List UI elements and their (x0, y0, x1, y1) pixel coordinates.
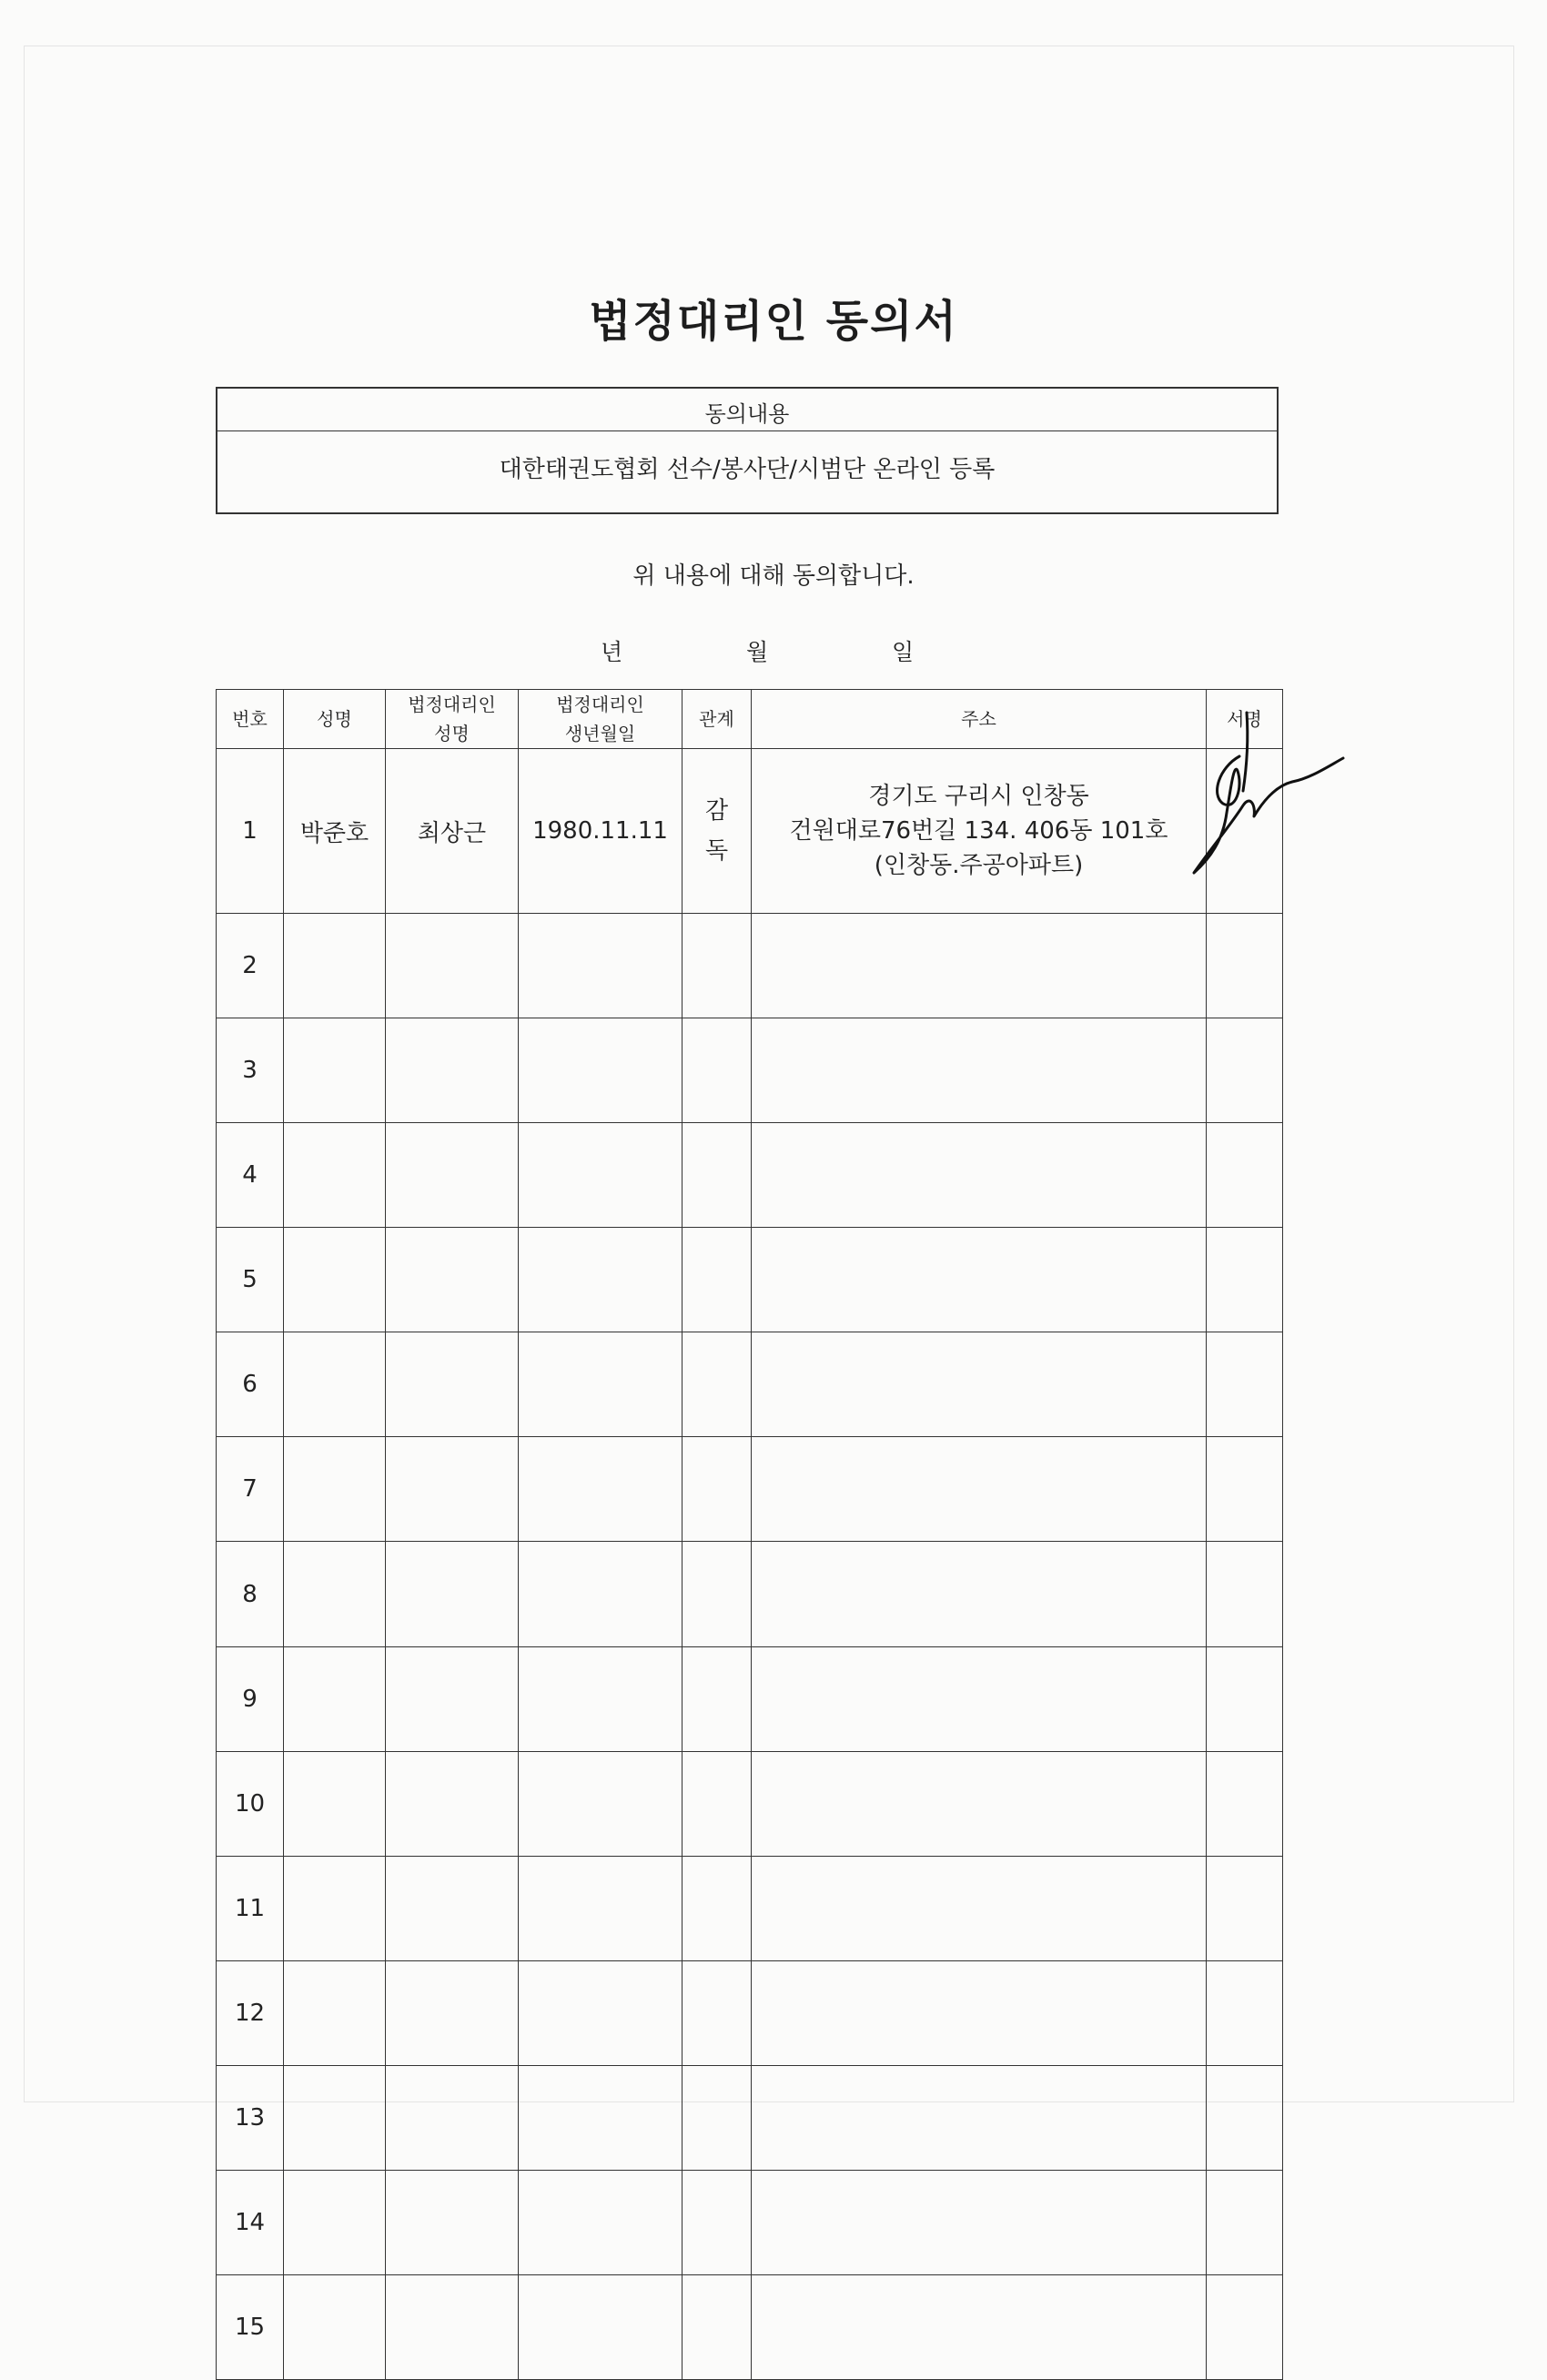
table-row (217, 914, 1283, 1018)
row-no: 13 (217, 2065, 284, 2170)
handwritten-signature (1183, 704, 1365, 886)
document-title: 법정대리인 동의서 (589, 296, 958, 348)
guardian-roster-table (216, 689, 1283, 2380)
row-no: 2 (217, 914, 284, 1018)
row-address-line3: (인창동.주공아파트) (874, 852, 1084, 880)
header-guardian-birth-line2: 생년월일 (564, 723, 636, 744)
table-row (217, 1228, 1283, 1332)
row-address-line2: 건원대로76번길 134. 406동 101호 (789, 817, 1168, 846)
table-row (217, 1332, 1283, 1437)
header-signature: 서명 (1207, 690, 1283, 749)
row-no: 9 (217, 1646, 284, 1751)
header-no: 번호 (217, 690, 284, 749)
row-no: 11 (217, 1856, 284, 1960)
row-name: 박준호 (284, 749, 386, 914)
date-month-label: 월 (746, 639, 769, 665)
header-relation: 관계 (682, 690, 752, 749)
agreement-statement: 위 내용에 대해 동의합니다. (632, 562, 915, 590)
row-no: 3 (217, 1018, 284, 1123)
header-guardian-name (386, 690, 519, 749)
table-row (217, 2170, 1283, 2274)
table-row (217, 1018, 1283, 1123)
table-row (217, 2274, 1283, 2379)
header-guardian-birth-line1: 법정대리인 (556, 694, 644, 715)
date-year-label: 년 (601, 639, 623, 665)
row-relation-line2: 독 (704, 837, 729, 866)
row-address-line1: 경기도 구리시 인창동 (868, 783, 1089, 811)
header-guardian-birth (519, 690, 682, 749)
header-address: 주소 (752, 690, 1207, 749)
consent-content-box (216, 387, 1279, 514)
row-address (752, 749, 1207, 914)
table-row (217, 1646, 1283, 1751)
header-guardian-name-line2: 성명 (434, 723, 470, 744)
row-guardian-name: 최상근 (386, 749, 519, 914)
header-guardian-name-line1: 법정대리인 (408, 694, 496, 715)
row-no: 5 (217, 1228, 284, 1332)
table-row (217, 2065, 1283, 2170)
consent-box-divider (217, 430, 1277, 431)
table-header-row (217, 690, 1283, 749)
consent-content-value: 대한태권도협회 선수/봉사단/시범단 온라인 등록 (499, 456, 996, 483)
consent-content-label: 동의내용 (704, 401, 790, 427)
date-day-label: 일 (892, 639, 915, 665)
row-no: 14 (217, 2170, 284, 2274)
row-no: 7 (217, 1437, 284, 1542)
row-no: 8 (217, 1542, 284, 1646)
row-relation-line1: 감 (704, 797, 729, 825)
row-no: 15 (217, 2274, 284, 2379)
row-no: 12 (217, 1960, 284, 2065)
row-guardian-birth: 1980.11.11 (519, 749, 682, 914)
table-row (217, 1542, 1283, 1646)
row-no: 6 (217, 1332, 284, 1437)
row-relation (682, 749, 752, 914)
row-no: 4 (217, 1123, 284, 1228)
table-row (217, 1751, 1283, 1856)
table-row (217, 1437, 1283, 1542)
header-name: 성명 (284, 690, 386, 749)
row-no: 1 (217, 749, 284, 914)
row-no: 10 (217, 1751, 284, 1856)
table-row (217, 1856, 1283, 1960)
table-row (217, 749, 1283, 914)
table-row (217, 1123, 1283, 1228)
table-row (217, 1960, 1283, 2065)
